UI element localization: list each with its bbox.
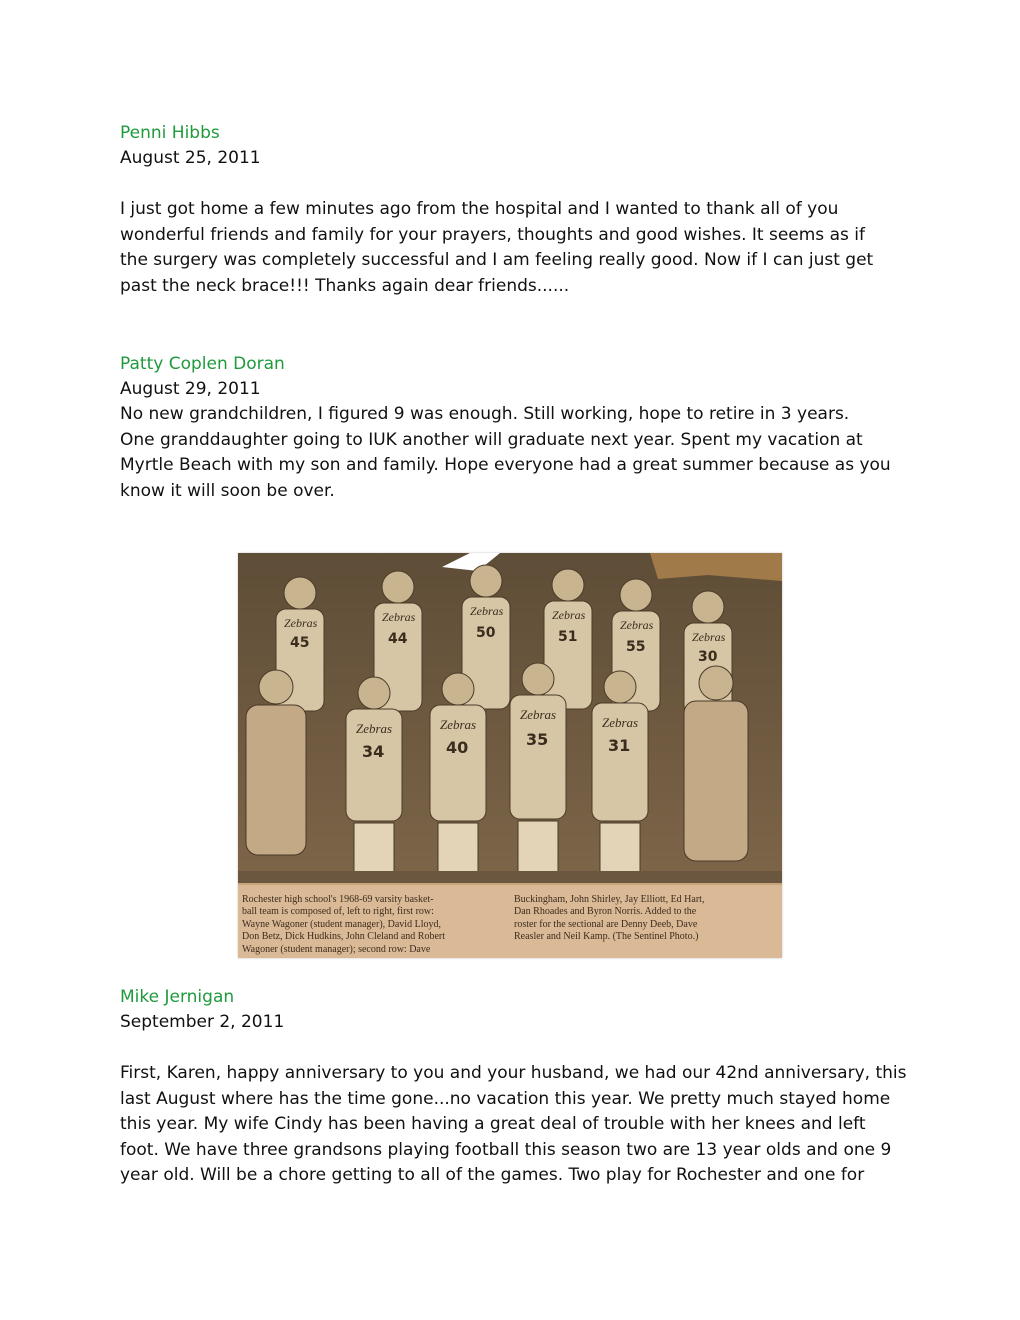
entry-date: August 29, 2011 (120, 379, 261, 399)
entry-date: September 2, 2011 (120, 1012, 285, 1032)
jersey-number: 31 (608, 736, 631, 755)
jersey-label: Zebras (520, 707, 557, 722)
jersey-label: Zebras (620, 618, 654, 632)
entry-penni-hibbs (120, 121, 910, 299)
jersey-number: 51 (558, 629, 578, 645)
jersey-label: Zebras (692, 630, 726, 644)
jersey-number: 50 (476, 625, 496, 641)
entry-author: Mike Jernigan (120, 987, 235, 1007)
photo-caption (238, 885, 782, 958)
entry-mike-jernigan (120, 985, 910, 1189)
entry-author: Penni Hibbs (120, 123, 220, 143)
jersey-label: Zebras (470, 604, 504, 618)
jersey-label: Zebras (440, 717, 477, 732)
jersey-number: 35 (526, 730, 549, 749)
entry-text: No new grandchildren, I figured 9 was enough. Still working, hope to retire in 3 years. One granddaughter going to IUK another will graduate next year. Spent my vacation at Myrtle Beach with my son and family. Hope everyone had a great summer because as you know it will soon be over. (120, 404, 891, 501)
team-photo (238, 553, 782, 883)
jersey-number: 45 (290, 635, 310, 651)
caption-right: Buckingham, John Shirley, Jay Elliott, Ed Hart, Dan Rhoades and Byron Norris. Added to the roster for the sectional are Denny Deeb, Dave Reasler and Neil Kamp. (The Sentinel Photo.) (514, 894, 705, 943)
newspaper-clipping (238, 553, 782, 958)
entry-text: I just got home a few minutes ago from the hospital and I wanted to thank all of you wonderful friends and family for your prayers, thoughts and good wishes. It seems as if the surgery was completely successful and I am feeling really good. Now if I can just get past the neck brace!!! Thanks again dear friends...... (120, 199, 874, 296)
entry-author: Patty Coplen Doran (120, 354, 285, 374)
jersey-label: Zebras (602, 715, 639, 730)
entry-date: August 25, 2011 (120, 148, 261, 168)
jersey-number: 55 (626, 639, 646, 655)
jersey-label: Zebras (552, 608, 586, 622)
jersey-number: 34 (362, 742, 385, 761)
jersey-number: 44 (388, 631, 408, 647)
jersey-label: Zebras (382, 610, 416, 624)
jersey-label: Zebras (284, 616, 318, 630)
jersey-label: Zebras (356, 721, 393, 736)
jersey-number: 40 (446, 738, 469, 757)
caption-left: Rochester high school's 1968-69 varsity basket- ball team is composed of, left to right, first row: Wayne Wagoner (student manager), David Lloyd, Don Betz, Dick Hudkins, John Cleland and Robert Wagoner (student manager); second row: Dave (242, 894, 446, 955)
entry-text: First, Karen, happy anniversary to you and your husband, we had our 42nd anniversary, this last August where has the time gone...no vacation this year. We pretty much stayed home this year. My wife Cindy has been having a great deal of trouble with her knees and left foot. We have three grandsons playing football this season two are 13 year olds and one 9 year old. Will be a chore getting to all of the games. Two play for Rochester and one for (120, 1063, 907, 1185)
entry-patty-coplen-doran (120, 352, 910, 504)
jersey-number: 30 (698, 649, 718, 665)
